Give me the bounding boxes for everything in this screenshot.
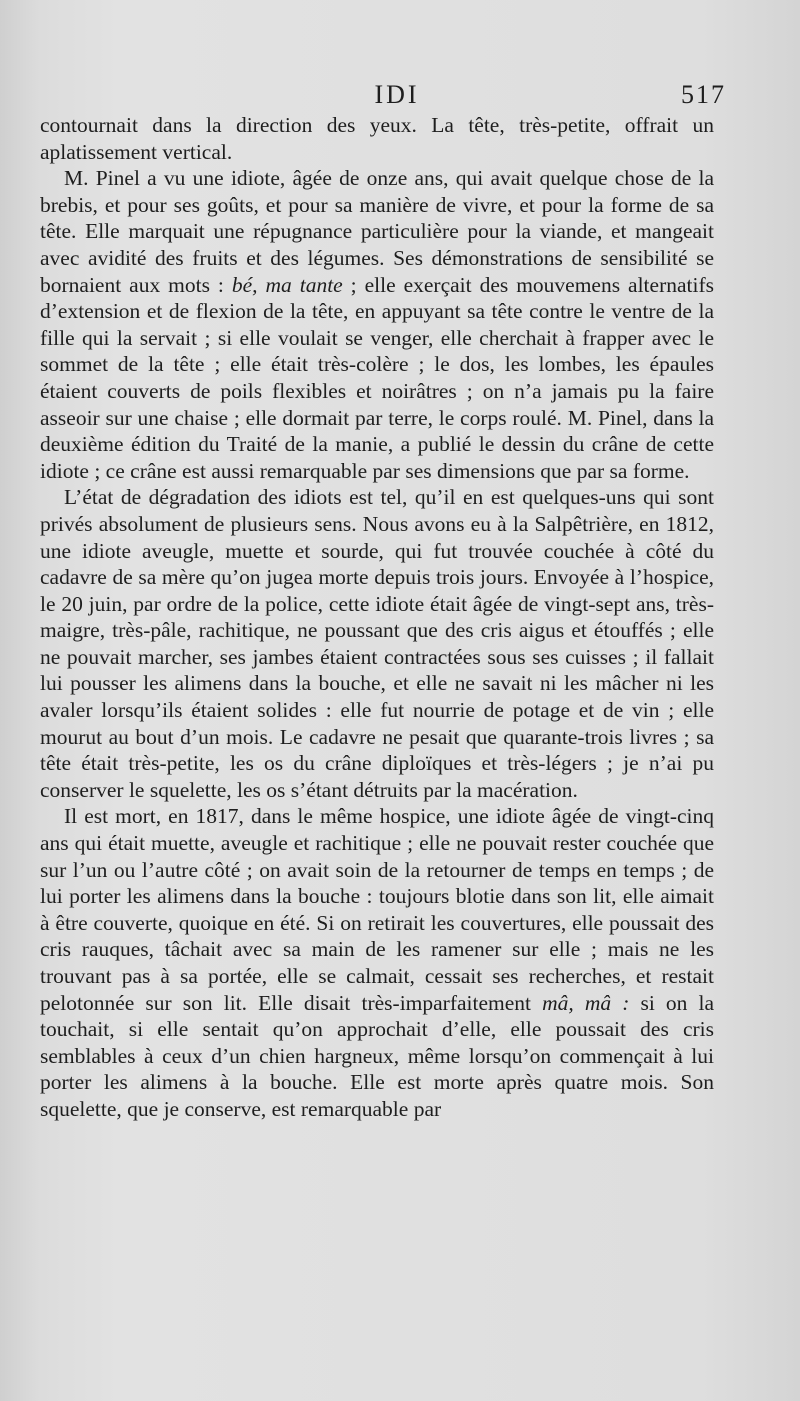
text-run: contournait dans la direction des yeux. La tête, très-petite, offrait un aplatissement vertical. xyxy=(40,113,714,164)
paragraph-1817-case xyxy=(40,803,714,1122)
paragraph-pinel-idiote xyxy=(40,165,714,484)
text-run: ; elle exerçait des mouvemens alternatifs d’extension et de flexion de la tête, en appuyant sa tête contre le ventre de la fille qui la servait ; si elle voulait se venger, elle cherchait à frapper avec le sommet de la tête ; elle était très-colère ; le dos, les lombes, les épaules étaient couverts de poils flexibles et noirâtres ; on n’a jamais pu la faire asseoir sur une chaise ; elle dormait par terre, le corps roulé. M. Pinel, dans la deuxième édition du Traité de la manie, a publié le dessin du crâne de cette idiote ; ce crâne est aussi remarquable par ses dimensions que par sa forme. xyxy=(40,272,715,483)
text-run: M. Pinel a vu une idiote, âgée de onze ans, qui avait quelque chose de la brebis, et pour ses goûts, et pour sa manière de vivre, et pour la forme de sa tête. Elle marquait une répugnance particulière pour la viande, et mangeait avec avidité des fruits et des légumes. Ses démonstrations de sensibilité se bornaient aux mots : xyxy=(40,166,714,297)
body-text xyxy=(40,112,714,1123)
text-run: si on la touchait, si elle sentait qu’on approchait d’elle, elle poussait des cris semblables à ceux d’un chien hargneux, même lorsqu’on commençait à lui porter les alimens à la bouche. Elle est morte après quatre mois. Son squelette, que je conserve, est remarquable par xyxy=(40,990,715,1121)
italic-quote: mâ, mâ : xyxy=(542,990,630,1015)
text-run: L’état de dégradation des idiots est tel, qu’il en est quelques-uns qui sont privés absolument de plusieurs sens. Nous avons eu à la Salpêtrière, en 1812, une idiote aveugle, muette et sourde, qui fut trouvée couchée à côté du cadavre de sa mère qu’on jugea morte depuis trois jours. Envoyée à l’hospice, le 20 juin, par ordre de la police, cette idiote était âgée de vingt-sept ans, très-maigre, très-pâle, rachitique, ne poussant que des cris aigus et étouffés ; elle ne pouvait marcher, ses jambes étaient contractées sous ses cuisses ; il fallait lui pousser les alimens dans la bouche, et elle ne savait ni les mâcher ni les avaler lorsqu’ils étaient solides : elle fut nourrie de potage et de vin ; elle mourut au bout d’un mois. Le cadavre ne pesait que quarante-trois livres ; sa tête était très-petite, les os du crâne diploïques et très-légers ; je n’ai pu conserver le squelette, les os s’étant détruits par la macération. xyxy=(40,485,714,802)
text-run: Il est mort, en 1817, dans le même hospice, une idiote âgée de vingt-cinq ans qui était muette, aveugle et rachitique ; elle ne pouvait rester couchée que sur l’un ou l’autre côté ; on avait soin de la retourner de temps en temps ; de lui porter les alimens dans la bouche : toujours blotie dans son lit, elle aimait à être couverte, quoique en été. Si on retirait les couvertures, elle poussait des cris rauques, tâchait avec sa main de les ramener sur elle ; mais ne les trouvant pas à sa portée, elle se calmait, cessait ses recherches, et restait pelotonnée sur son lit. Elle disait très-imparfaitement xyxy=(40,804,714,1015)
page-header xyxy=(40,72,726,112)
paragraph-continuation xyxy=(40,112,714,165)
running-head: IDI xyxy=(374,80,420,109)
page-number: 517 xyxy=(681,80,726,109)
paragraph-degradation xyxy=(40,484,714,803)
italic-quote: bé, ma tante xyxy=(231,272,343,297)
